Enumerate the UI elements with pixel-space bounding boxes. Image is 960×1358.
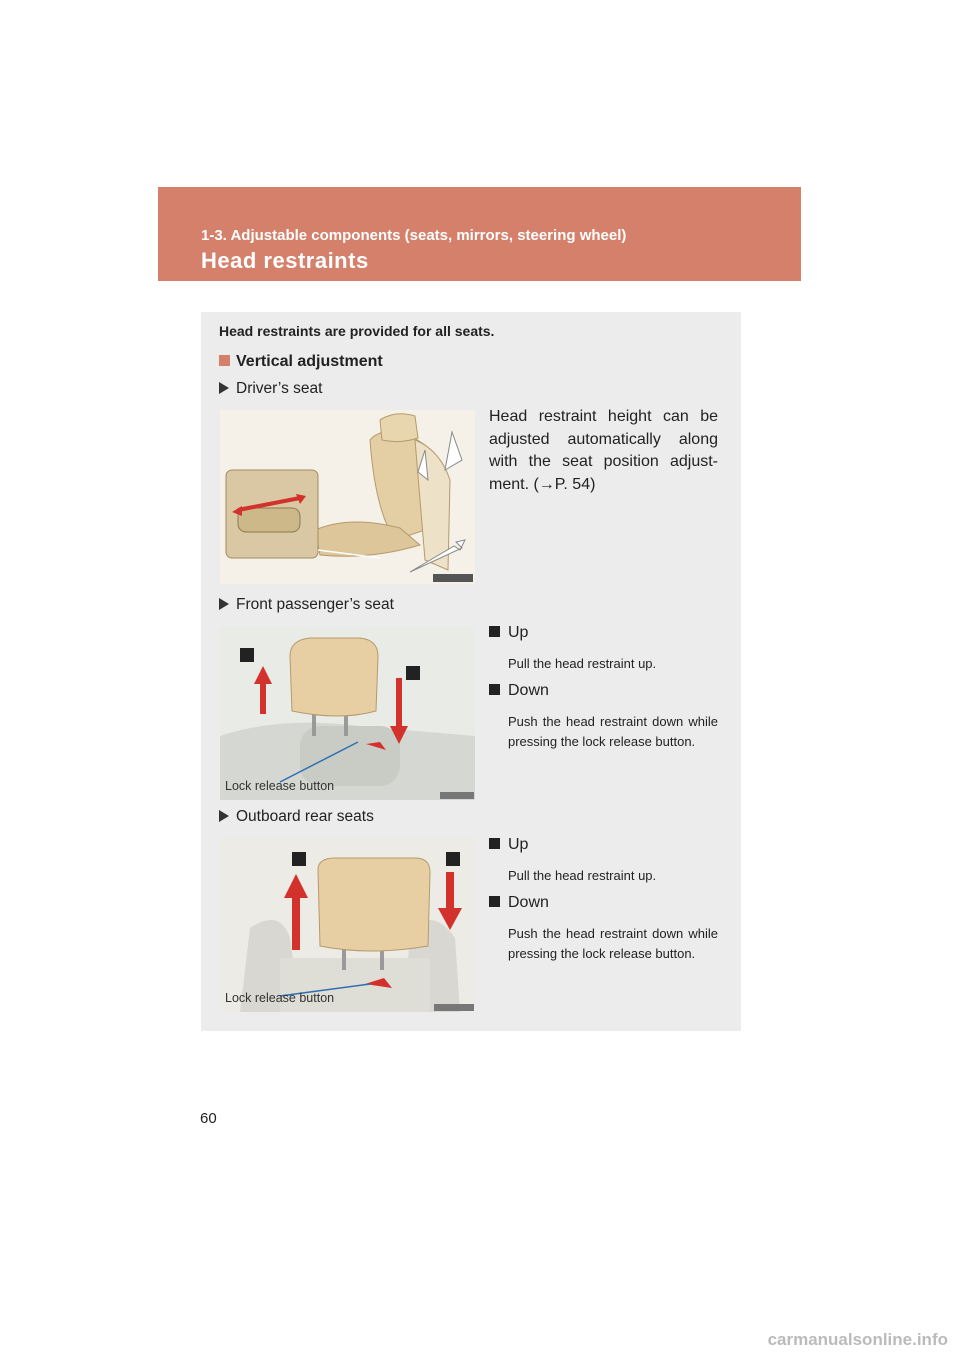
front-passenger-label: Front passenger’s seat (219, 596, 394, 614)
down-step: Down (489, 894, 549, 912)
triangle-bullet-icon (219, 598, 229, 610)
front-passenger-figure (220, 626, 475, 800)
section-title: 1-3. Adjustable components (seats, mirrors, steering wheel) (201, 227, 627, 244)
outboard-rear-figure (220, 838, 475, 1012)
page-header (158, 187, 801, 281)
drivers-seat-text: Head restraint height can be adjusted automatically along with the seat position adjust-ment. (→P. 54) (489, 408, 718, 493)
intro-text: Head restraints are provided for all seats. (219, 323, 495, 339)
lock-release-caption: Lock release button (225, 991, 335, 1005)
up-step: Up (489, 836, 528, 854)
drivers-seat-figure (220, 410, 475, 584)
down-desc: Push the head restraint down while pressing the lock release button. (508, 714, 718, 749)
outboard-rear-label: Outboard rear seats (219, 808, 374, 826)
drivers-seat-label: Driver’s seat (219, 380, 322, 398)
down-desc: Push the head restraint down while pressing the lock release button. (508, 926, 718, 961)
up-desc: Pull the head restraint up. (508, 656, 657, 671)
subheading: Vertical adjustment (219, 353, 383, 371)
footer-watermark[interactable]: carmanualsonline.info (767, 1330, 948, 1349)
up-step: Up (489, 624, 528, 642)
number-1-icon (489, 838, 500, 849)
number-2-icon (489, 684, 500, 695)
up-desc: Pull the head restraint up. (508, 868, 657, 883)
page-title: Head restraints (201, 248, 369, 273)
triangle-bullet-icon (219, 382, 229, 394)
square-bullet-icon (219, 355, 230, 366)
lock-release-caption: Lock release button (225, 779, 335, 793)
triangle-bullet-icon (219, 810, 229, 822)
number-1-icon (489, 626, 500, 637)
page-number: 60 (200, 1110, 217, 1127)
number-2-icon (489, 896, 500, 907)
down-step: Down (489, 682, 549, 700)
